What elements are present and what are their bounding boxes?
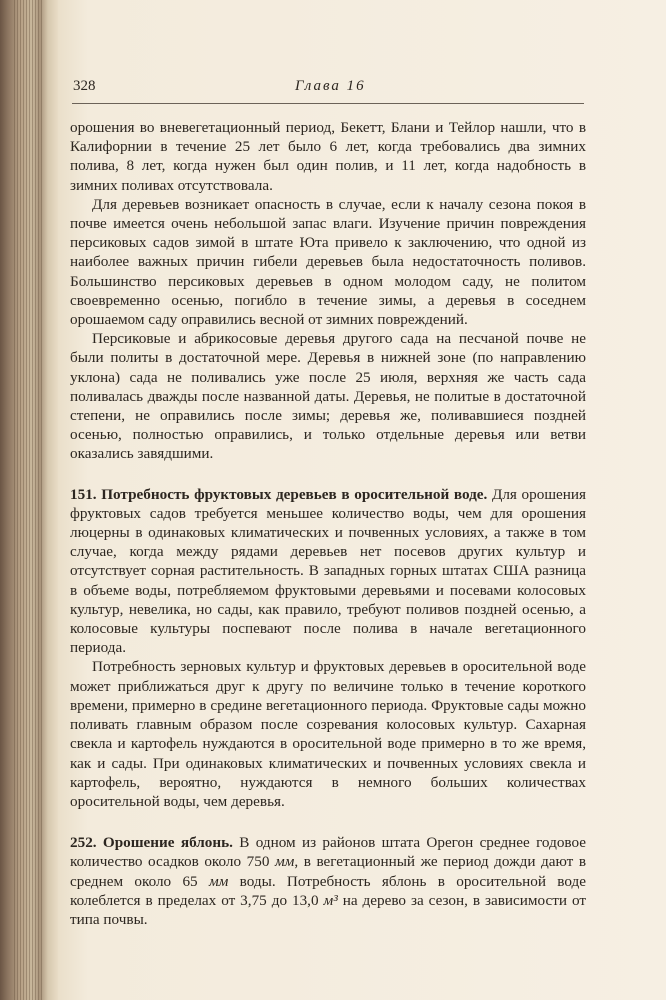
section-252-text-1: В одном из районов штата Орегон среднее годовое количество осадков около 750 — [70, 834, 586, 871]
section-252-text-4: на дерево за сезон, в зависимости от типа почвы. — [70, 891, 586, 928]
header-rule — [72, 103, 584, 104]
chapter-title: Глава 16 — [295, 78, 366, 94]
page-number: 328 — [73, 78, 96, 94]
paragraph: Потребность зерновых культур и фруктовых деревьев в оросительной воде может приближаться друг к другу по величине только в течение короткого времени, примерно в средине вегетационного периода. Фруктовые сады можно поливать главным образом после созревания колосовых культур. Сахарная свекла и картофель нуждаются в оросительной воде примерно в то же время, как и сады. При одинаковых климатических и почвенных условиях свекла и картофель, вероятно, нуждаются в немного больших количествах оросительной воды, чем деревья. — [70, 658, 586, 810]
section-252 — [70, 833, 586, 929]
unit-mm: мм — [274, 853, 295, 871]
section-252-text-3: воды. Потребность яблонь в оросительной воде колеблется в пределах от 3,75 до 13,0 — [70, 872, 586, 909]
book-binding — [0, 0, 58, 1000]
paragraph: Персиковые и абрикосовые деревья другого сада на песчаной почве не были политы в достаточной мере. Деревья в нижней зоне (по направлению уклона) сада не поливались уже после 25 июля, верхняя же часть сада поливалась дважды после названной даты. Деревья, не политые в достаточной степени, не оправились после зимы; деревья же, поливавшиеся поздней осенью, полностью оправились, и только отдельные деревья или ветви оказались завядшими. — [70, 330, 586, 463]
section-252-heading: 252. Орошение яблонь. — [70, 834, 233, 852]
unit-m3: м³ — [323, 891, 338, 909]
paragraph: Для деревьев возникает опасность в случае, если к началу сезона покоя в почве имеется очень небольшой запас влаги. Изучение причин повреждения персиковых садов зимой в штате Юта привело к заключению, что одной из наиболее важных причин гибели деревьев была недостаточность поливов. Большинство персиковых деревьев в одном молодом саду, не политом своевременно осенью, погибло в течение зимы, а деревья в соседнем орошаемом саду оправились весной от зимних повреждений. — [70, 195, 586, 329]
section-151-text: Для орошения фруктовых садов требуется меньшее количество воды, чем для орошения люцерны в одинаковых климатических и почвенных условиях, а также в том случае, когда между рядами деревьев нет посевов других культур и отсутствует сорная растительность. В западных горных штатах США разница в объеме воды, потребляемом фруктовыми деревьями и посевами колосовых культур, невелика, но сады, как правило, требуют поливов поздней осенью, а колосовые культуры поспевают после полива в начале вегетационного периода. — [70, 485, 587, 657]
section-252-text-2: , в вегетационный же период дожди дают в среднем около 65 — [70, 853, 586, 890]
section-151-heading: 151. Потребность фруктовых деревьев в оросительной воде. — [70, 485, 488, 503]
unit-mm: мм — [208, 872, 229, 890]
section-151 — [70, 485, 586, 658]
page-body — [70, 118, 586, 929]
paragraph-continued: орошения во вневегетационный период, Бекетт, Блани и Тейлор нашли, что в Калифорнии в течение 25 лет было 6 лет, когда требовались два зимних полива, 8 лет, когда нужен был один полив, и 11 лет, когда надобность в зимних поливах отсутствовала. — [70, 119, 586, 194]
